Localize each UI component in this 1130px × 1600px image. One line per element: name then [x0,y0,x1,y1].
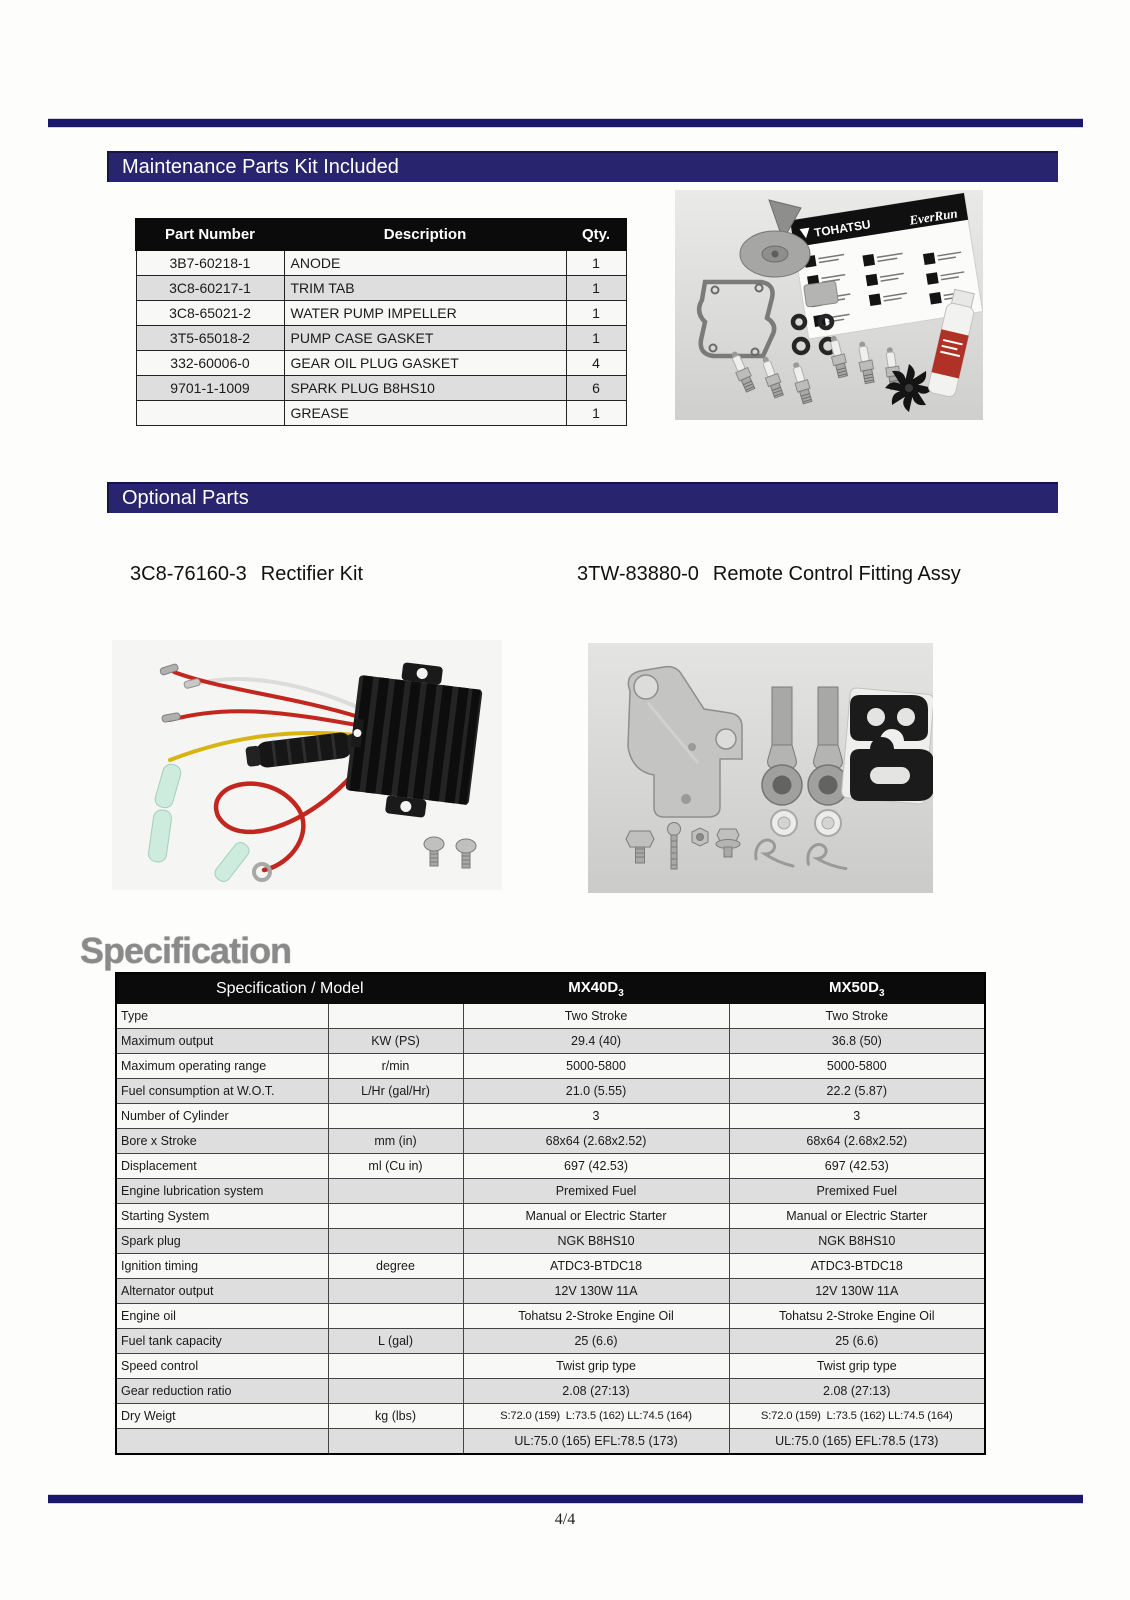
table-cell: Type [116,1004,328,1029]
rubber-mount-grommets [841,688,933,805]
table-cell: Engine lubrication system [116,1179,328,1204]
specification-heading: Specification [80,930,292,971]
table-row [116,1079,985,1104]
table-cell: Number of Cylinder [116,1104,328,1129]
table-cell: ATDC3-BTDC18 [729,1254,985,1279]
table-cell [328,1179,463,1204]
table-cell: 1 [566,401,626,426]
table-row [116,1054,985,1079]
model-name: MX50D [828,978,879,996]
table-cell: Speed control [116,1354,328,1379]
page-number: 4/4 [554,1511,576,1528]
table-cell [328,1304,463,1329]
column-header-mx40d3 [463,973,729,1004]
anode-block [804,281,839,307]
model-subscript: 3 [879,987,885,999]
table-row [116,1329,985,1354]
table-cell: Maximum operating range [116,1054,328,1079]
maintenance-parts-table [135,218,627,426]
table-cell: 3C8-60217-1 [136,276,284,301]
part-number: 3TW-83880-0 [577,563,699,585]
table-row [136,351,626,376]
table-cell: Two Stroke [463,1004,729,1029]
section-title: Maintenance Parts Kit Included [122,156,399,178]
table-cell: S:72.0 (159) L:73.5 (162) LL:74.5 (164) [729,1404,985,1429]
table-cell: Gear reduction ratio [116,1379,328,1404]
table-cell: PUMP CASE GASKET [284,326,566,351]
table-cell: GREASE [284,401,566,426]
column-header-spec-model: Specification / Model [116,973,463,1004]
table-row [116,1279,985,1304]
table-row [116,1104,985,1129]
table-cell: WATER PUMP IMPELLER [284,301,566,326]
table-row [136,301,626,326]
table-cell: NGK B8HS10 [729,1229,985,1254]
table-cell: Manual or Electric Starter [729,1204,985,1229]
rectifier-kit-photo [112,640,502,890]
table-cell: 697 (42.53) [729,1154,985,1179]
table-cell: ATDC3-BTDC18 [463,1254,729,1279]
specification-table [115,972,986,1455]
maintenance-kit-photo [675,190,983,420]
table-cell: Fuel consumption at W.O.T. [116,1079,328,1104]
table-cell: 22.2 (5.87) [729,1079,985,1104]
table-row [116,1254,985,1279]
table-cell [328,1429,463,1455]
table-cell: 1 [566,276,626,301]
table-cell: Alternator output [116,1279,328,1304]
table-cell: 25 (6.6) [729,1329,985,1354]
table-cell: S:72.0 (159) L:73.5 (162) LL:74.5 (164) [463,1404,729,1429]
table-cell: Ignition timing [116,1254,328,1279]
table-row [116,1154,985,1179]
sheet-brand-text: TOHATSU [813,217,872,240]
table-cell: GEAR OIL PLUG GASKET [284,351,566,376]
table-cell: 25 (6.6) [463,1329,729,1354]
table-row [116,1354,985,1379]
table-cell [328,1229,463,1254]
table-row [116,1404,985,1429]
column-header-part-number: Part Number [136,219,284,250]
table-cell: 21.0 (5.55) [463,1079,729,1104]
table-cell: Twist grip type [463,1354,729,1379]
table-cell [328,1204,463,1229]
table-cell: KW (PS) [328,1029,463,1054]
table-cell: 5000-5800 [729,1054,985,1079]
section-banner-optional [107,482,1058,513]
maintenance-table-body [136,250,626,426]
table-cell: r/min [328,1054,463,1079]
table-row [116,1229,985,1254]
table-cell: 12V 130W 11A [729,1279,985,1304]
table-cell: 29.4 (40) [463,1029,729,1054]
table-row [136,250,626,276]
table-cell [328,1104,463,1129]
table-cell: ml (Cu in) [328,1154,463,1179]
optional-item-caption [577,563,961,586]
table-row [116,1379,985,1404]
table-cell: 3T5-65018-2 [136,326,284,351]
table-cell: Bore x Stroke [116,1129,328,1154]
specification-table-body [116,1004,985,1455]
table-cell: 6 [566,376,626,401]
table-cell: 1 [566,301,626,326]
table-cell [116,1429,328,1455]
table-cell: NGK B8HS10 [463,1229,729,1254]
table-cell: 12V 130W 11A [463,1279,729,1304]
table-cell: ANODE [284,250,566,276]
part-name: Remote Control Fitting Assy [712,563,961,585]
table-row [116,1204,985,1229]
table-row [136,376,626,401]
table-cell: 5000-5800 [463,1054,729,1079]
table-cell: kg (lbs) [328,1404,463,1429]
table-cell: Maximum output [116,1029,328,1054]
table-cell [136,401,284,426]
table-cell: 4 [566,351,626,376]
model-name: MX40D [568,978,619,996]
table-cell: 3B7-60218-1 [136,250,284,276]
top-divider-rule [48,118,1083,128]
part-number: 3C8-76160-3 [130,563,247,585]
table-cell: L/Hr (gal/Hr) [328,1079,463,1104]
table-cell [328,1379,463,1404]
table-cell: 332-60006-0 [136,351,284,376]
table-cell: Dry Weigt [116,1404,328,1429]
table-cell: 3 [463,1104,729,1129]
table-row [116,1179,985,1204]
table-cell: 9701-1-1009 [136,376,284,401]
table-cell: Starting System [116,1204,328,1229]
table-header-row [136,219,626,250]
table-row [116,1429,985,1455]
table-cell [328,1354,463,1379]
table-cell: 697 (42.53) [463,1154,729,1179]
column-header-mx50d3 [729,973,985,1004]
remote-control-fitting-photo [588,643,933,893]
table-cell: 36.8 (50) [729,1029,985,1054]
part-name: Rectifier Kit [260,563,363,585]
table-header-row [116,973,985,1004]
table-cell: 2.08 (27:13) [729,1379,985,1404]
table-cell: Tohatsu 2-Stroke Engine Oil [729,1304,985,1329]
table-row [116,1304,985,1329]
table-cell: Premixed Fuel [463,1179,729,1204]
section-title: Optional Parts [122,487,249,509]
table-cell: Spark plug [116,1229,328,1254]
table-row [116,1004,985,1029]
table-cell: L (gal) [328,1329,463,1354]
table-cell: Fuel tank capacity [116,1329,328,1354]
table-cell: 2.08 (27:13) [463,1379,729,1404]
table-cell: Twist grip type [729,1354,985,1379]
table-row [136,401,626,426]
table-cell: 3C8-65021-2 [136,301,284,326]
table-cell [328,1279,463,1304]
table-cell: 68x64 (2.68x2.52) [463,1129,729,1154]
table-cell: Premixed Fuel [729,1179,985,1204]
section-banner-maintenance [107,151,1058,182]
water-pump-impeller [885,364,933,412]
model-subscript: 3 [618,987,624,999]
table-cell: Manual or Electric Starter [463,1204,729,1229]
column-header-qty: Qty. [566,219,626,250]
table-cell: Displacement [116,1154,328,1179]
table-cell: 1 [566,250,626,276]
table-cell: Engine oil [116,1304,328,1329]
table-cell: UL:75.0 (165) EFL:78.5 (173) [729,1429,985,1455]
table-row [136,276,626,301]
table-row [116,1029,985,1054]
table-row [136,326,626,351]
column-header-description: Description [284,219,566,250]
sheet-series-text: EverRun [908,205,959,228]
table-cell: SPARK PLUG B8HS10 [284,376,566,401]
table-cell [328,1004,463,1029]
optional-item-caption [130,563,363,586]
table-cell: 68x64 (2.68x2.52) [729,1129,985,1154]
table-cell: mm (in) [328,1129,463,1154]
table-cell: UL:75.0 (165) EFL:78.5 (173) [463,1429,729,1455]
table-cell: 1 [566,326,626,351]
table-cell: Tohatsu 2-Stroke Engine Oil [463,1304,729,1329]
table-cell: Two Stroke [729,1004,985,1029]
table-cell: 3 [729,1104,985,1129]
table-cell: TRIM TAB [284,276,566,301]
bottom-divider-rule [48,1494,1083,1504]
table-row [116,1129,985,1154]
table-cell: degree [328,1254,463,1279]
